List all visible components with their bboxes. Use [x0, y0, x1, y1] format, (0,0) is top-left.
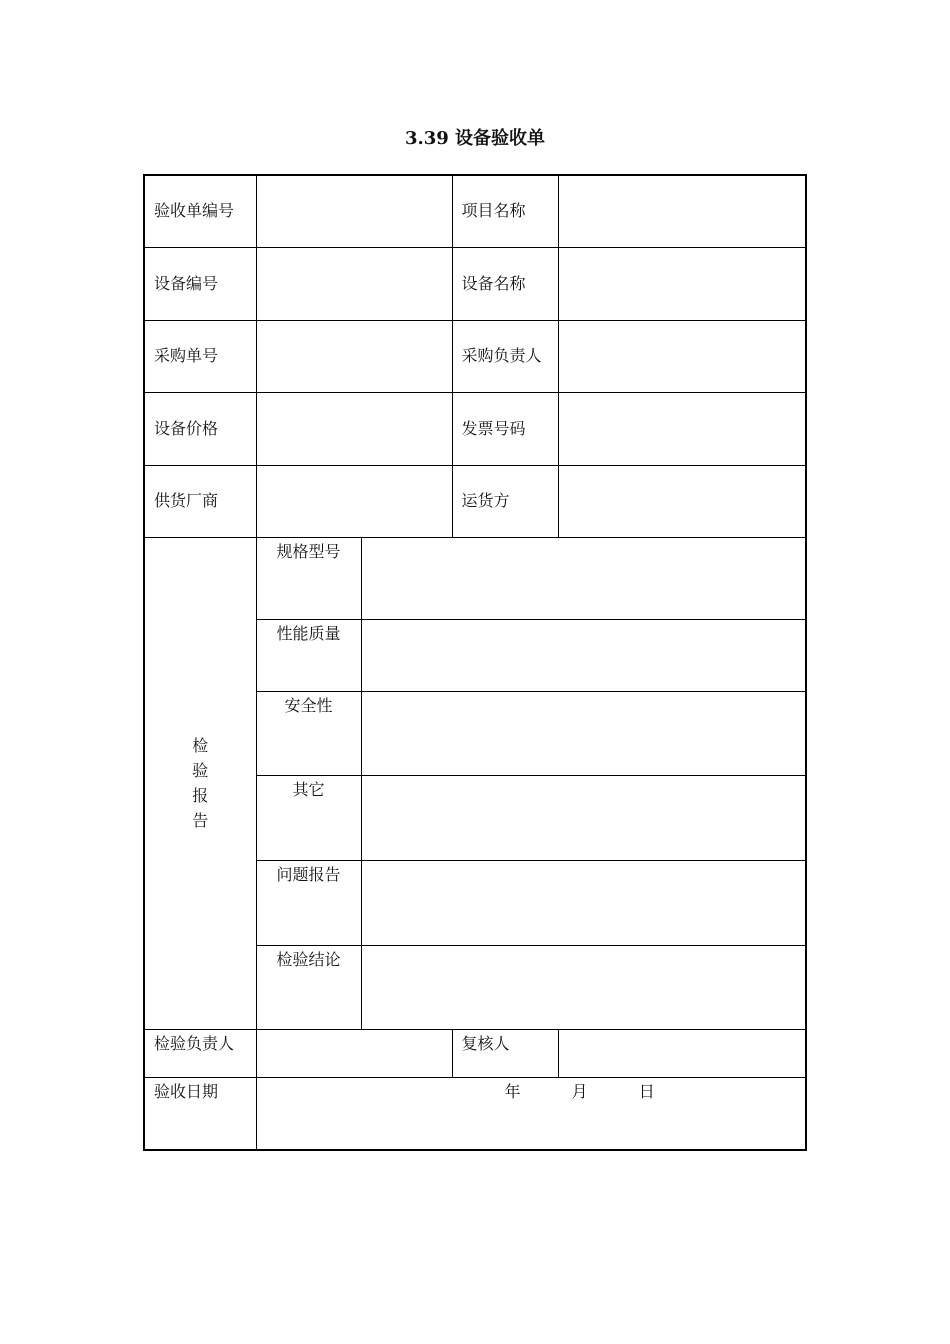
inspection-label-char: 告: [192, 811, 209, 830]
inspection-conclusion-field[interactable]: [361, 945, 806, 1029]
inspection-row: [144, 537, 806, 619]
acceptance-date-label: 验收日期: [144, 1077, 256, 1150]
inspection-report-label: [144, 537, 256, 1029]
issue-report-field[interactable]: [361, 860, 806, 945]
date-month-label: 月: [571, 1081, 588, 1101]
equipment-price-field[interactable]: [256, 392, 452, 465]
carrier-label: 运货方: [452, 465, 558, 537]
inspection-conclusion-label: 检验结论: [256, 945, 361, 1029]
form-row: [144, 392, 806, 465]
inspection-label-char: 检: [192, 736, 209, 755]
safety-label: 安全性: [256, 691, 361, 775]
purchase-no-label: 采购单号: [144, 320, 256, 392]
equipment-name-field[interactable]: [558, 247, 806, 320]
form-row: [144, 465, 806, 537]
form-row: [144, 320, 806, 392]
form-row: [144, 175, 806, 247]
page-title: 3.39 设备验收单: [404, 128, 546, 149]
equipment-no-label: 设备编号: [144, 247, 256, 320]
date-year-label: 年: [504, 1081, 521, 1101]
equipment-name-label: 设备名称: [452, 247, 558, 320]
spec-model-field[interactable]: [361, 537, 806, 619]
safety-field[interactable]: [361, 691, 806, 775]
reviewer-label: 复核人: [452, 1029, 558, 1077]
reviewer-field[interactable]: [558, 1029, 806, 1077]
inspector-label: 检验负责人: [144, 1029, 256, 1077]
supplier-field[interactable]: [256, 465, 452, 537]
project-name-label: 项目名称: [452, 175, 558, 247]
purchaser-field[interactable]: [558, 320, 806, 392]
purchaser-label: 采购负责人: [452, 320, 558, 392]
date-day-label: 日: [638, 1081, 655, 1101]
form-row: [144, 1029, 806, 1077]
project-name-field[interactable]: [558, 175, 806, 247]
performance-quality-field[interactable]: [361, 619, 806, 691]
carrier-field[interactable]: [558, 465, 806, 537]
inspection-label-char: 报: [192, 786, 209, 805]
purchase-no-field[interactable]: [256, 320, 452, 392]
form-row: [144, 1077, 806, 1150]
equipment-price-label: 设备价格: [144, 392, 256, 465]
issue-report-label: 问题报告: [256, 860, 361, 945]
inspector-field[interactable]: [256, 1029, 452, 1077]
equipment-no-field[interactable]: [256, 247, 452, 320]
performance-quality-label: 性能质量: [256, 619, 361, 691]
acceptance-no-field[interactable]: [256, 175, 452, 247]
other-field[interactable]: [361, 775, 806, 860]
invoice-no-field[interactable]: [558, 392, 806, 465]
acceptance-date-field[interactable]: [256, 1077, 806, 1150]
invoice-no-label: 发票号码: [452, 392, 558, 465]
acceptance-form-table: [143, 174, 807, 1151]
form-row: [144, 247, 806, 320]
acceptance-no-label: 验收单编号: [144, 175, 256, 247]
other-label: 其它: [256, 775, 361, 860]
supplier-label: 供货厂商: [144, 465, 256, 537]
spec-model-label: 规格型号: [256, 537, 361, 619]
inspection-label-char: 验: [192, 761, 209, 780]
